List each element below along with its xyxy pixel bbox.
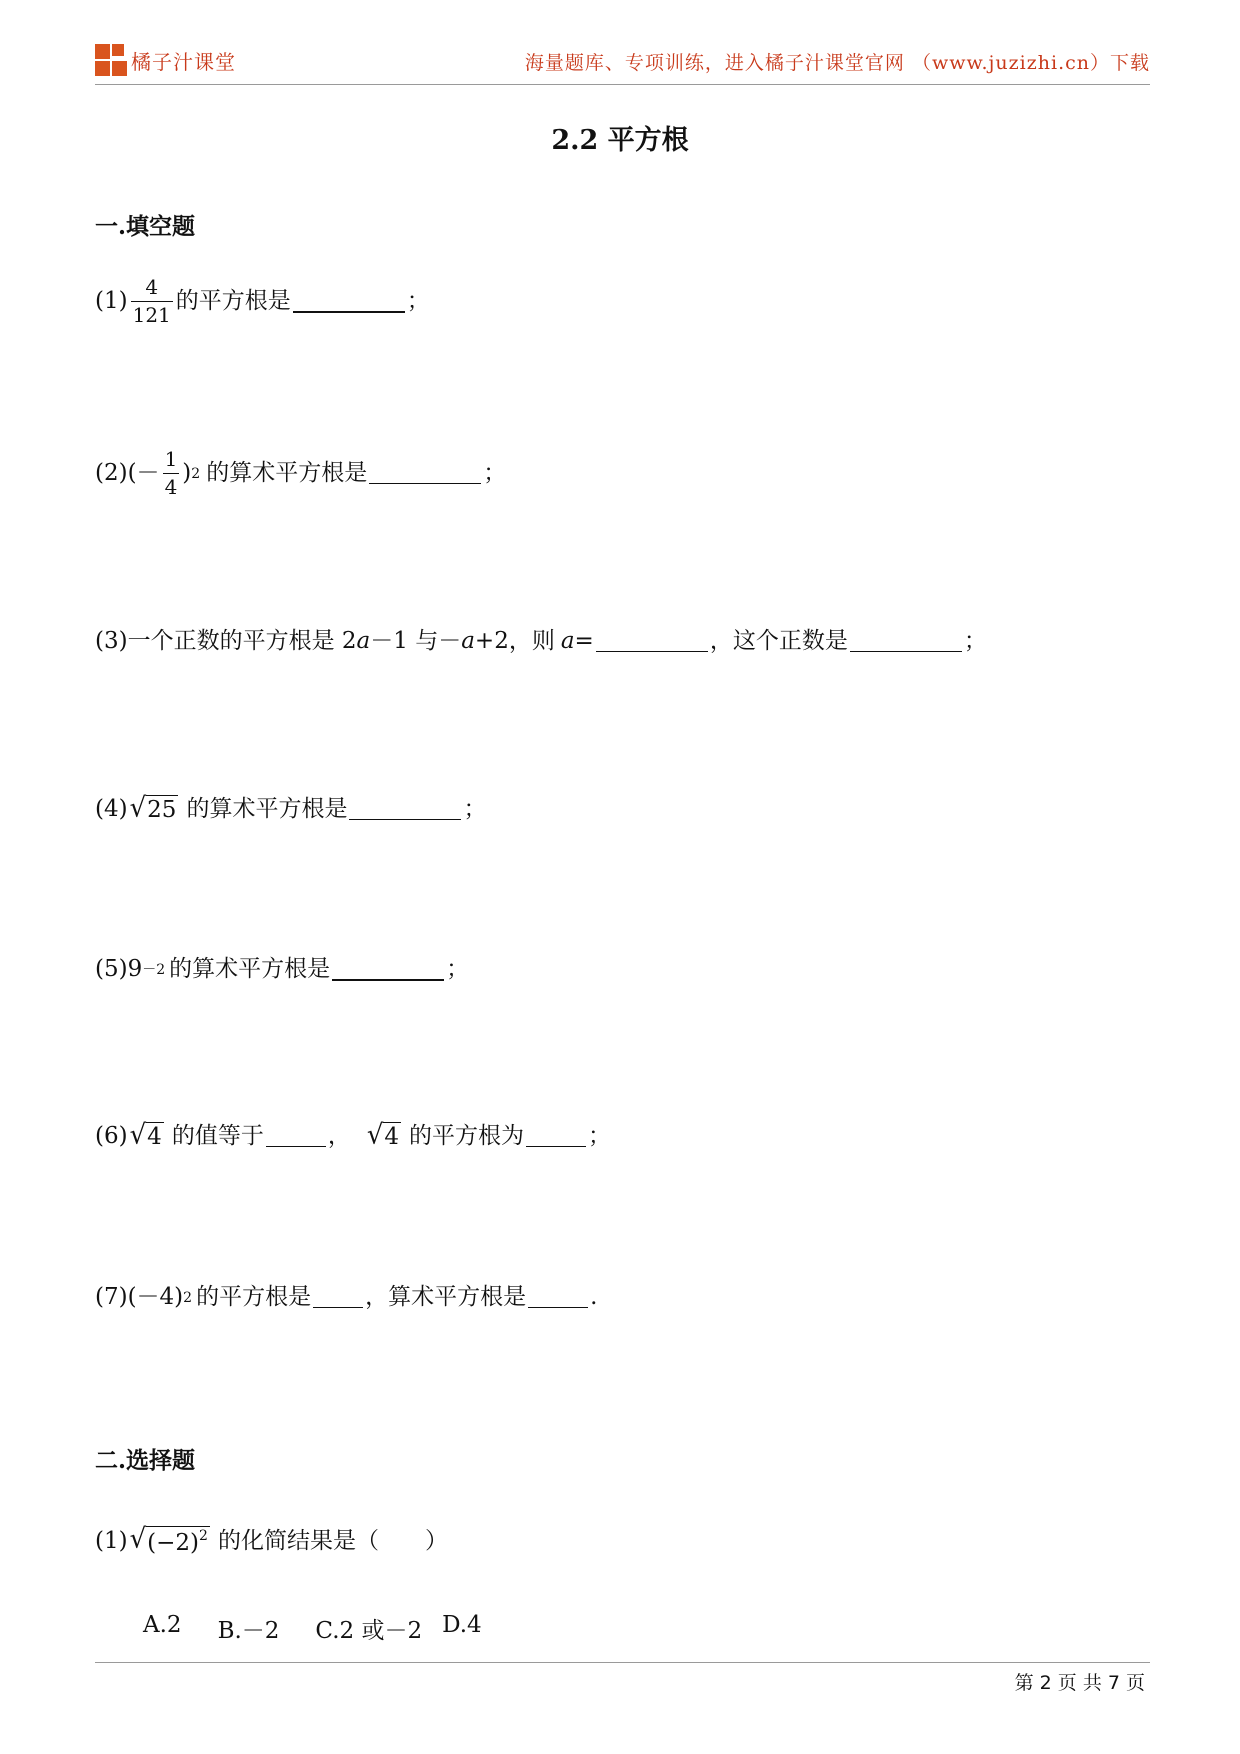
question-1-1	[95, 276, 430, 327]
question-1-5	[95, 958, 469, 981]
question-1-7	[95, 1286, 597, 1309]
answer-blank-a[interactable]	[596, 631, 708, 652]
variable-a: a	[461, 628, 475, 654]
question-number: (5)9	[95, 956, 143, 982]
fraction-denominator: 121	[132, 303, 171, 327]
question-text: ，这个正数是	[709, 628, 848, 654]
page-header	[95, 42, 1150, 85]
question-text: 的算术平方根是	[186, 795, 348, 822]
option-b[interactable]: B.－2	[217, 1618, 280, 1644]
radicand: 4	[147, 1124, 162, 1150]
section-heading-multiple-choice: 二.选择题	[95, 1447, 196, 1474]
header-slogan: 海量题库、专项训练，进入橘子汁课堂官网 （www.juzizhi.cn）下载	[524, 52, 1150, 74]
radicand	[146, 1526, 210, 1556]
question-number: (7)(－4)	[95, 1284, 184, 1310]
question-text: 的值等于	[171, 1122, 264, 1149]
answer-blank[interactable]	[332, 959, 444, 981]
exponent: 2	[199, 1528, 208, 1544]
question-1-3	[95, 630, 987, 653]
logo-text: 橘子汁课堂	[131, 49, 236, 74]
question-end: ；	[483, 460, 507, 486]
answer-blank-number[interactable]	[850, 631, 962, 652]
question-text: ，算术平方根是	[365, 1284, 527, 1310]
section-heading-fill-blank: 一.填空题	[95, 213, 196, 240]
radical-sign-icon: √	[129, 1119, 147, 1151]
question-text: (3)一个正数的平方根是 2	[95, 628, 357, 654]
question-number: (4)	[95, 795, 128, 822]
page-title: 2.2 平方根	[551, 125, 689, 156]
radical-sign-icon: √	[366, 1119, 384, 1151]
question-1-2	[95, 448, 506, 499]
close-paren: )	[182, 460, 192, 486]
question-2-1	[95, 1523, 448, 1556]
question-end: ；	[963, 628, 987, 654]
variable-a: a	[560, 628, 575, 654]
answer-options	[143, 1612, 482, 1645]
radicand: 4	[384, 1124, 400, 1150]
question-number: (1)	[95, 288, 128, 314]
question-number: (6)	[95, 1122, 128, 1149]
answer-blank-value[interactable]	[266, 1126, 326, 1147]
radical-sign-icon: √	[129, 1523, 147, 1555]
radicand-base: (−2)	[147, 1530, 200, 1556]
question-end: ；	[588, 1122, 612, 1149]
exponent: －2	[142, 961, 166, 978]
question-end: .	[590, 1284, 598, 1310]
answer-blank[interactable]	[293, 291, 405, 313]
fraction	[131, 276, 173, 327]
question-1-4	[95, 792, 487, 824]
square-root	[129, 1119, 164, 1151]
question-text: －1 与－	[370, 628, 462, 654]
question-text: 的平方根是	[175, 288, 291, 314]
question-end: ；	[406, 288, 430, 314]
question-text: 的平方根为	[409, 1122, 525, 1149]
question-number: (2)(－	[95, 460, 160, 486]
radicand: 25	[147, 797, 177, 823]
option-a[interactable]: A.2	[143, 1612, 182, 1638]
equals-sign: =	[574, 628, 594, 654]
fraction-numerator: 4	[145, 275, 159, 299]
page-number: 第 2 页 共 7 页	[1014, 1672, 1145, 1694]
radical-sign-icon: √	[129, 792, 147, 824]
footer-divider	[95, 1662, 1150, 1663]
question-text: 的化简结果是（ ）	[217, 1527, 448, 1554]
question-text: 的平方根是	[196, 1284, 312, 1310]
option-c[interactable]: C.2 或－2	[315, 1618, 423, 1644]
fraction	[163, 448, 180, 499]
question-text: ，	[327, 1122, 351, 1149]
question-text: 的算术平方根是	[206, 460, 368, 486]
logo-icon	[95, 44, 127, 76]
question-text: +2，则	[474, 628, 555, 654]
question-end: ；	[463, 795, 487, 822]
answer-blank-roots[interactable]	[313, 1287, 363, 1308]
fraction-denominator: 4	[164, 475, 178, 499]
answer-blank[interactable]	[369, 463, 481, 484]
square-root	[129, 1523, 210, 1556]
square-root	[129, 792, 179, 824]
question-number: (1)	[95, 1527, 128, 1554]
exponent: 2	[191, 465, 201, 482]
question-end: ；	[446, 956, 470, 982]
question-1-6	[95, 1119, 612, 1151]
logo	[95, 44, 236, 76]
square-root	[366, 1119, 401, 1151]
fraction-numerator: 1	[164, 447, 178, 471]
variable-a: a	[356, 628, 371, 654]
exponent: 2	[183, 1289, 193, 1306]
option-d[interactable]: D.4	[442, 1612, 482, 1638]
answer-blank-roots[interactable]	[526, 1126, 586, 1147]
question-text: 的算术平方根是	[169, 956, 331, 982]
answer-blank[interactable]	[349, 799, 461, 820]
answer-blank-arith-root[interactable]	[528, 1287, 588, 1308]
